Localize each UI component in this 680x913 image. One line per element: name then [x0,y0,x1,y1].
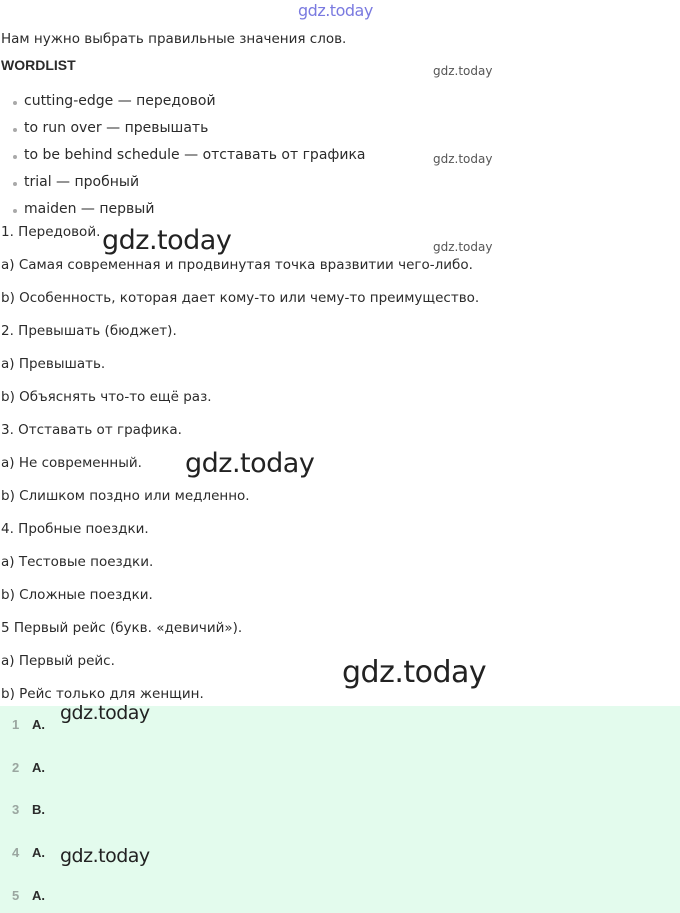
question-3: 3. Отставать от графика. [1,422,182,438]
option-3a: a) Не современный. [1,455,142,471]
bullet-icon [13,182,17,186]
option-4b: b) Сложные поездки. [1,587,153,603]
wordlist-item-text: trial — пробный [24,174,140,190]
watermark: gdz.today [342,655,487,690]
wordlist-item-text: to run over — превышать [24,120,209,136]
watermark: gdz.today [102,225,232,256]
wordlist-item [24,147,366,163]
watermark: gdz.today [433,64,493,78]
bullet-icon [13,155,17,159]
answer-value: A. [32,760,45,775]
intro-text: Нам нужно выбрать правильные значения слов. [1,31,347,47]
answer-number: 2 [12,760,20,775]
option-5b: b) Рейс только для женщин. [1,686,204,702]
wordlist-item [24,201,154,217]
answers-panel [0,706,680,913]
question-4: 4. Пробные поездки. [1,521,149,537]
wordlist-item-text: to be behind schedule — отставать от графика [24,147,366,163]
option-2a: a) Превышать. [1,356,106,372]
top-watermark: gdz.today [298,1,373,20]
answer-number: 3 [12,802,20,817]
watermark: gdz.today [60,702,150,724]
option-1a: a) Самая современная и продвинутая точка вразвитии чего-либо. [1,257,473,273]
wordlist-item [24,174,139,190]
bullet-icon [13,101,17,105]
bullet-icon [13,128,17,132]
answer-number: 1 [12,717,20,732]
option-4a: a) Тестовые поездки. [1,554,154,570]
watermark: gdz.today [60,845,150,867]
wordlist-item-text: maiden — первый [24,201,155,217]
bullet-icon [13,209,17,213]
option-2b: b) Объяснять что-то ещё раз. [1,389,212,405]
wordlist-heading: WORDLIST [1,57,76,73]
option-3b: b) Слишком поздно или медленно. [1,488,250,504]
watermark: gdz.today [185,448,315,479]
watermark: gdz.today [433,240,493,254]
answer-value: A. [32,717,45,732]
question-2: 2. Превышать (бюджет). [1,323,177,339]
wordlist-item [24,120,208,136]
option-5a: a) Первый рейс. [1,653,115,669]
answer-number: 4 [12,845,20,860]
answer-number: 5 [12,888,20,903]
question-1: 1. Передовой. [1,224,101,240]
answer-value: A. [32,845,45,860]
wordlist-item-text: cutting-edge — передовой [24,93,216,109]
wordlist-item [24,93,216,109]
answer-value: B. [32,802,45,817]
option-1b: b) Особенность, которая дает кому-то или чему-то преимущество. [1,290,480,306]
watermark: gdz.today [433,152,493,166]
question-5: 5 Первый рейс (букв. «девичий»). [1,620,243,636]
answer-value: A. [32,888,45,903]
